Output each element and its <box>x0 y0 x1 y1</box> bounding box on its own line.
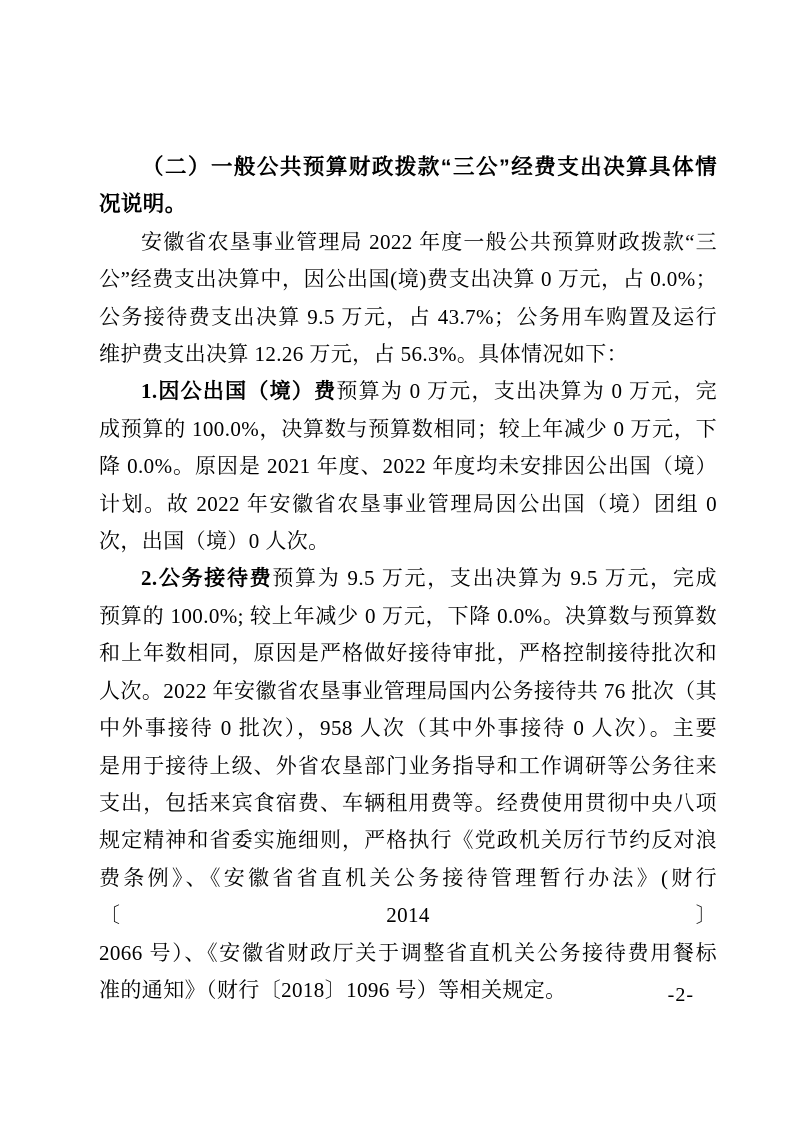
line-text: 预算为 0 万元，支出决算为 0 万元，完 <box>336 379 718 404</box>
paragraph-line <box>99 448 717 485</box>
list-item-2-label: 2.公务接待费 <box>141 566 273 591</box>
paragraph-line <box>99 411 717 448</box>
paragraph-line <box>99 598 717 635</box>
paragraph-line <box>99 935 717 972</box>
list-item-1-label: 1.因公出国（境）费 <box>141 379 337 404</box>
paragraph-line <box>99 560 717 597</box>
line-text: 2066 号）、《安徽省财政厅关于调整省直机关公务接待费用餐标 <box>99 940 717 965</box>
document-body <box>99 149 717 1009</box>
paragraph-line <box>99 224 717 261</box>
line-text: 降 0.0%。原因是 2021 年度、2022 年度均未安排因公出国（境） <box>99 454 717 479</box>
page-number: -2- <box>667 984 694 1006</box>
paragraph-line <box>99 785 717 822</box>
paragraph-line <box>99 673 717 710</box>
paragraph-line <box>99 822 717 859</box>
paragraph-line <box>99 972 717 1009</box>
paragraph-line <box>99 261 717 298</box>
line-text: 准的通知》（财行〔2018〕1096 号）等相关规定。 <box>99 977 567 1002</box>
paragraph-line <box>99 710 717 747</box>
paragraph-line <box>99 486 717 523</box>
paragraph-line <box>99 299 717 336</box>
line-text: 安徽省农垦事业管理局 2022 年度一般公共预算财政拨款“三 <box>141 229 717 254</box>
line-text: 人次。2022 年安徽省农垦事业管理局国内公务接待共 76 批次（其 <box>99 678 717 703</box>
line-text: 成预算的 100.0%，决算数与预算数相同；较上年减少 0 万元，下 <box>99 416 717 441</box>
line-text: 是用于接待上级、外省农垦部门业务指导和工作调研等公务往来 <box>99 753 717 778</box>
line-text: 和上年数相同，原因是严格做好接待审批，严格控制接待批次和 <box>99 641 717 666</box>
line-text: 预算为 9.5 万元，支出决算为 9.5 万元，完成 <box>272 566 717 591</box>
line-text: 费条例》、《安徽省省直机关公务接待管理暂行办法》(财行〔2014〕 <box>99 865 717 928</box>
paragraph-line <box>99 523 717 560</box>
line-text: 预算的 100.0%; 较上年减少 0 万元，下降 0.0%。决算数与预算数 <box>99 603 717 628</box>
line-text: 中外事接待 0 批次），958 人次（其中外事接待 0 人次）。主要 <box>99 716 717 741</box>
line-text: 支出，包括来宾食宿费、车辆租用费等。经费使用贯彻中央八项 <box>99 790 717 815</box>
section-heading-line-2: 况说明。 <box>99 192 187 217</box>
paragraph-line <box>99 860 717 935</box>
paragraph-line <box>99 635 717 672</box>
line-text: 规定精神和省委实施细则，严格执行《党政机关厉行节约反对浪 <box>99 828 717 853</box>
section-heading-line-1: （二）一般公共预算财政拨款“三公”经费支出决算具体情 <box>142 155 717 179</box>
line-text: 次，出国（境）0 人次。 <box>99 529 330 554</box>
line-text: 公务接待费支出决算 9.5 万元，占 43.7%；公务用车购置及运行 <box>99 304 717 329</box>
paragraph-line <box>99 336 717 373</box>
line-text: 维护费支出决算 12.26 万元，占 56.3%。具体情况如下： <box>99 342 629 367</box>
paragraph-line <box>99 373 717 410</box>
line-text: 计划。故 2022 年安徽省农垦事业管理局因公出国（境）团组 0 <box>99 491 717 516</box>
paragraph-line <box>99 748 717 785</box>
line-text: 公”经费支出决算中，因公出国(境)费支出决算 0 万元，占 0.0%； <box>99 267 717 292</box>
